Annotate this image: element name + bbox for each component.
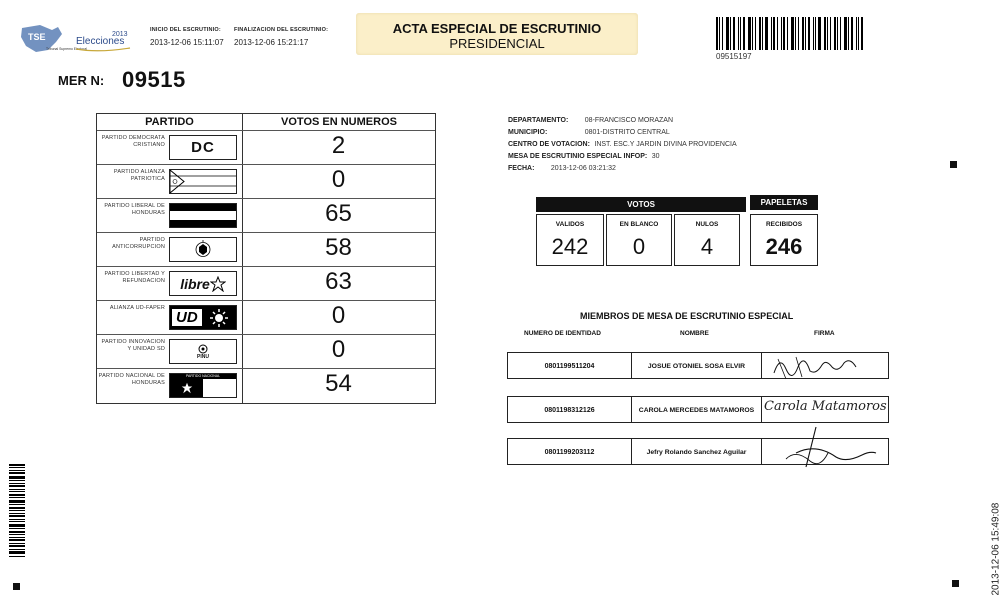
libre-logo-text: libre: [180, 275, 210, 292]
party-row-anticorrupcion: [97, 232, 435, 267]
miembro-name: CAROLA MERCEDES MATAMOROS: [632, 397, 762, 422]
registration-mark: [950, 161, 957, 168]
logo-year-text: 2013: [112, 31, 128, 38]
signature-text: Carola Matamoros: [764, 399, 887, 414]
party-name: PARTIDO LIBERAL DE HONDURAS: [104, 203, 165, 216]
barcode: [9, 464, 25, 564]
pinu-logo-icon: [169, 339, 237, 364]
location-info: [508, 113, 737, 173]
fecha-label: FECHA:: [508, 165, 535, 172]
party-votes: 58: [325, 234, 352, 261]
party-votes: 63: [325, 268, 352, 295]
nulos-label: NULOS: [695, 221, 719, 228]
miembro-id: 0801199511204: [508, 353, 632, 378]
scan-timestamp-stamp: [990, 492, 1002, 600]
libre-logo-icon: [169, 271, 237, 296]
nacional-logo-text: PARTIDO NACIONAL: [170, 374, 236, 379]
recibidos-label: RECIBIDOS: [765, 221, 803, 228]
registration-mark: [952, 580, 959, 587]
logo-elecciones-text: Elecciones: [76, 36, 125, 47]
miembro-id: 0801199203112: [508, 439, 632, 464]
logo-tse-text: TSE: [28, 32, 46, 42]
party-row-pinu: [97, 334, 435, 369]
municipio-value: 0801-DISTRITO CENTRAL: [584, 129, 670, 136]
party-row-dc: [97, 130, 435, 165]
inicio-label: INICIO DEL ESCRUTINIO:: [150, 27, 221, 33]
nulos-value: 4: [700, 234, 714, 259]
miembro-id: 0801198312126: [508, 397, 632, 422]
blanco-value: 0: [632, 234, 646, 259]
party-name: PARTIDO ANTICORRUPCION: [112, 237, 165, 250]
party-row-alianza-patriotica: [97, 164, 435, 199]
departamento-label: DEPARTAMENTO:: [508, 117, 569, 124]
acta-title: ACTA ESPECIAL DE ESCRUTINIO: [392, 21, 602, 36]
party-row-liberal: [97, 198, 435, 233]
centro-value: INST. ESC.Y JARDIN DIVINA PROVIDENCIA: [594, 141, 737, 148]
fin-value: 2013-12-06 15:21:17: [234, 38, 309, 47]
miembro-row: [507, 352, 889, 379]
recibidos-box: [750, 214, 818, 266]
signature-icon: [766, 349, 886, 383]
party-name: PARTIDO LIBERTAD Y REFUNDACION: [104, 271, 165, 284]
mer-number: 09515: [122, 67, 186, 92]
departamento-value: 08-FRANCISCO MORAZAN: [584, 117, 674, 124]
party-votes-table: [96, 113, 436, 404]
signature-icon: [766, 423, 886, 475]
party-row-ud-faper: [97, 300, 435, 335]
validos-box: [536, 214, 604, 266]
star-icon: [181, 382, 193, 394]
votos-header: VOTOS: [536, 197, 746, 212]
nacional-flag-icon: [169, 373, 237, 398]
inicio-value: 2013-12-06 15:11:07: [150, 38, 224, 47]
logo-sub-text: Tribunal Supremo Electoral: [46, 47, 87, 51]
mesa-label: MESA DE ESCRUTINIO ESPECIAL INFOP:: [508, 153, 648, 160]
mer-label: MER N:: [58, 73, 105, 88]
party-row-libre: [97, 266, 435, 301]
party-votes: 2: [331, 132, 346, 159]
party-name: PARTIDO ALIANZA PATRIOTICA: [113, 169, 165, 182]
col-nombre-header: NOMBRE: [680, 330, 709, 337]
acta-subtitle: PRESIDENCIAL: [449, 36, 545, 51]
blanco-box: [606, 214, 672, 266]
acta-title-box: [356, 13, 638, 55]
tse-logo: [18, 22, 138, 56]
liberal-flag-icon: [169, 203, 237, 228]
party-votes: 0: [331, 166, 346, 193]
nulos-box: [674, 214, 740, 266]
validos-value: 242: [551, 234, 589, 259]
fin-label: FINALIZACION DEL ESCRUTINIO:: [234, 27, 329, 33]
alianza-patriotica-flag-icon: [169, 169, 237, 194]
col-identidad-header: NUMERO DE IDENTIDAD: [524, 330, 601, 337]
ud-logo-icon: [169, 305, 237, 330]
party-votes: 65: [325, 200, 352, 227]
party-votes: 0: [331, 302, 346, 329]
miembro-row: [507, 438, 889, 465]
miembro-name: Jefry Rolando Sanchez Aguilar: [632, 439, 762, 464]
party-name: PARTIDO INNOVACION Y UNIDAD SD: [101, 339, 165, 352]
party-name: ALIANZA UD-FAPER: [109, 305, 165, 311]
mesa-value: 30: [651, 153, 660, 160]
barcode: [716, 17, 866, 50]
fecha-value: 2013-12-06 03:21:32: [550, 165, 616, 172]
miembro-row: [507, 396, 889, 423]
barcode-number: 09515197: [716, 52, 752, 61]
scan-timestamp: 2013-12-06 15:49:08: [990, 502, 1002, 596]
miembros-title: MIEMBROS DE MESA DE ESCRUTINIO ESPECIAL: [580, 311, 794, 321]
centro-label: CENTRO DE VOTACION:: [508, 141, 590, 148]
dc-logo-text: DC: [191, 139, 215, 156]
validos-label: VALIDOS: [555, 221, 585, 228]
registration-mark: [13, 583, 20, 590]
col-firma-header: FIRMA: [814, 330, 835, 337]
municipio-label: MUNICIPIO:: [508, 129, 548, 136]
anticorrupcion-emblem-icon: [169, 237, 237, 262]
blanco-label: EN BLANCO: [619, 221, 659, 228]
papeletas-header: PAPELETAS: [750, 195, 818, 210]
col-votos-header: VOTOS EN NUMEROS: [243, 114, 435, 131]
dc-logo-icon: [169, 135, 237, 160]
recibidos-value: 246: [765, 234, 803, 259]
col-partido-header: PARTIDO: [97, 114, 242, 131]
party-votes: 54: [325, 370, 352, 397]
ud-logo-text: UD: [172, 309, 202, 326]
miembro-name: JOSUE OTONIEL SOSA ELVIR: [632, 353, 762, 378]
party-row-nacional: [97, 368, 435, 403]
party-name: PARTIDO NACIONAL DE HONDURAS: [98, 373, 165, 386]
party-votes: 0: [331, 336, 346, 363]
pinu-logo-text: PINU: [197, 353, 209, 360]
party-name: PARTIDO DEMOCRATA CRISTIANO: [101, 135, 165, 148]
